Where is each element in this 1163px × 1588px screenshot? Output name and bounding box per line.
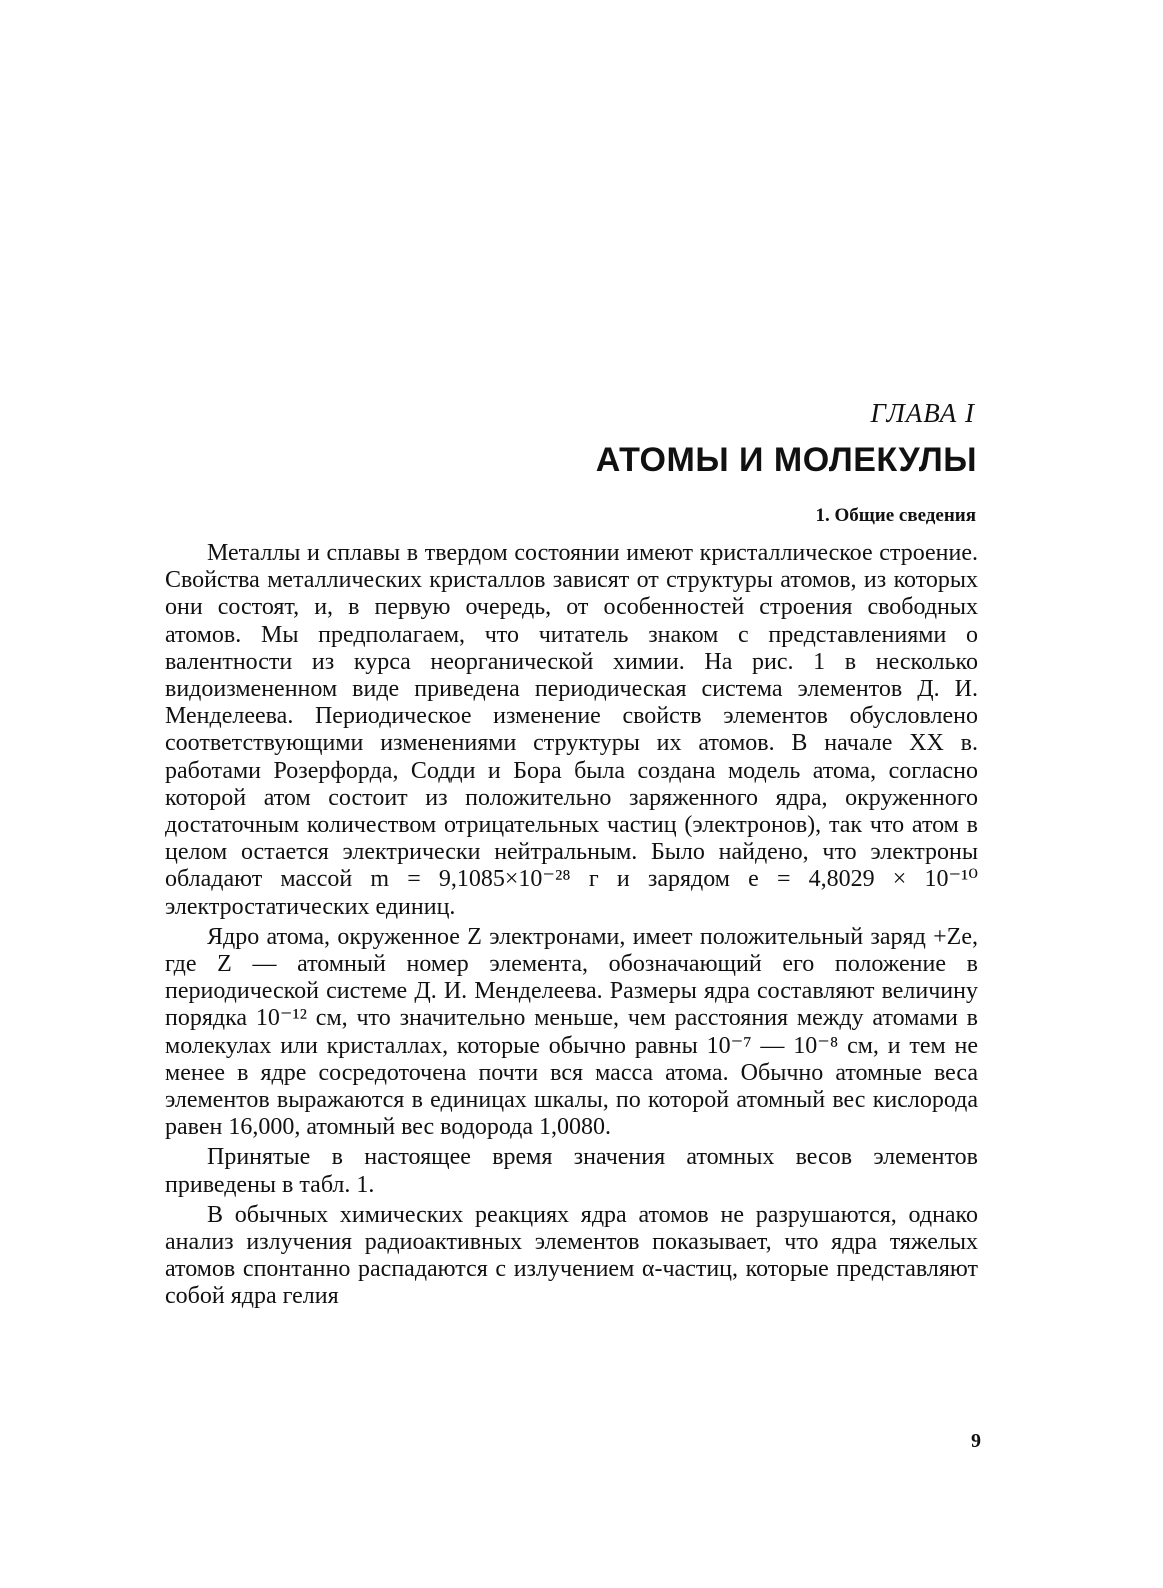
chapter-label: ГЛАВА I: [870, 398, 975, 428]
page-number: 9: [971, 1430, 981, 1452]
paragraph: Принятые в настоящее время значения атомных весов элементов приведены в табл. 1.: [165, 1144, 978, 1198]
body-text: [165, 540, 978, 1314]
section-heading: 1. Общие сведения: [815, 505, 976, 526]
chapter-title: АТОМЫ И МОЛЕКУЛЫ: [595, 441, 977, 479]
paragraph: Ядро атома, окруженное Z электронами, имеет положительный заряд +Ze, где Z — атомный номер элемента, обозначающий его положение в периодической системе Д. И. Менделеева. Размеры ядра составляют величину порядка 10⁻¹² см, что значительно меньше, чем расстояния между атомами в молекулах или кристаллах, которые обычно равны 10⁻⁷ — 10⁻⁸ см, и тем не менее в ядре сосредоточена почти вся масса атома. Обычно атомные веса элементов выражаются в единицах шкалы, по которой атомный вес кислорода равен 16,000, атомный вес водорода 1,0080.: [165, 923, 978, 1141]
paragraph: В обычных химических реакциях ядра атомов не разрушаются, однако анализ излучения радиоактивных элементов показывает, что ядра тяжелых атомов спонтанно распадаются с излучением α-частиц, которые представляют собой ядра гелия: [165, 1201, 978, 1310]
paragraph: Металлы и сплавы в твердом состоянии имеют кристаллическое строение. Свойства металлических кристаллов зависят от структуры атомов, из которых они состоят, и, в первую очередь, от особенностей строения свободных атомов. Мы предполагаем, что читатель знаком с представлениями о валентности из курса неорганической химии. На рис. 1 в несколько видоизмененном виде приведена периодическая система элементов Д. И. Менделеева. Периодическое изменение свойств элементов обусловлено соответствующими изменениями структуры их атомов. В начале XX в. работами Розерфорда, Содди и Бора была создана модель атома, согласно которой атом состоит из положительно заряженного ядра, окруженного достаточным количеством отрицательных частиц (электронов), так что атом в целом остается электрически нейтральным. Было найдено, что электроны обладают массой m = 9,1085×10⁻²⁸ г и зарядом e = 4,8029 × 10⁻¹⁰ электростатических единиц.: [165, 540, 978, 920]
